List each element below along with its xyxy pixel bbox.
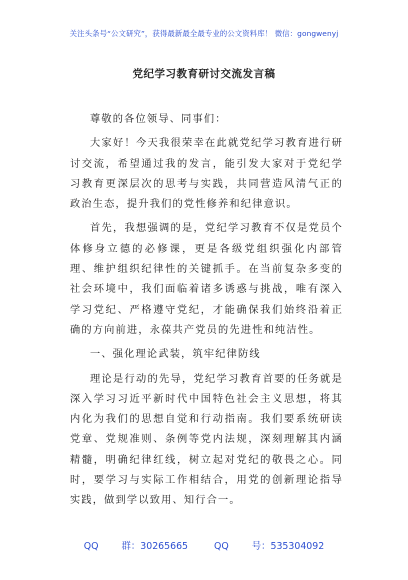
document-body: [70, 110, 343, 512]
section-paragraph-1: 理论是行动的先导，党纪学习教育首要的任务就是深入学习习近平新时代中国特色社会主义思想，将其内化为我们的思想自觉和行动指南。我们要系统研读党章、党规准则、条例等党内法规，深刻理解其内涵精髓，明确纪律红线，树立起对党纪的敬畏之心。同时，要学习与实际工作相结合，用党的创新理论指导实践，做到学以致用、知行合一。: [70, 373, 343, 507]
page-title: 党纪学习教育研讨交流发言稿: [132, 68, 276, 80]
qq-group: QQ 群：30265665: [83, 541, 189, 552]
salutation: 尊敬的各位领导、同事们：: [90, 114, 227, 125]
paragraph-1: 大家好！今天我很荣幸在此就党纪学习教育进行研讨交流，希望通过我的发言，能引发大家对于党纪学习教育更深层次的思考与实践，共同营造风清气正的政治生态，提升我们的党性修养和纪律意识。: [70, 138, 343, 211]
footer-contact: [0, 538, 408, 552]
header-banner: 关注头条号“公文研究”，获得最新最全最专业的公文资料库！ 微信：gongwenyj: [69, 29, 339, 38]
paragraph-2: 首先，我想强调的是，党纪学习教育不仅是党员个体修身立德的必修课，更是各级党组织强化内部管理、维护组织纪律性的关键抓手。在当前复杂多变的社会环境中，我们面临着诸多诱惑与挑战，唯有深入学习党纪、严格遵守党纪，才能确保我们始终沿着正确的方向前进，永葆共产党员的先进性和纯洁性。: [70, 223, 343, 336]
section-heading: 一、强化理论武装，筑牢纪律防线: [90, 349, 261, 361]
qq-number: QQ 号：535304092: [214, 541, 325, 552]
